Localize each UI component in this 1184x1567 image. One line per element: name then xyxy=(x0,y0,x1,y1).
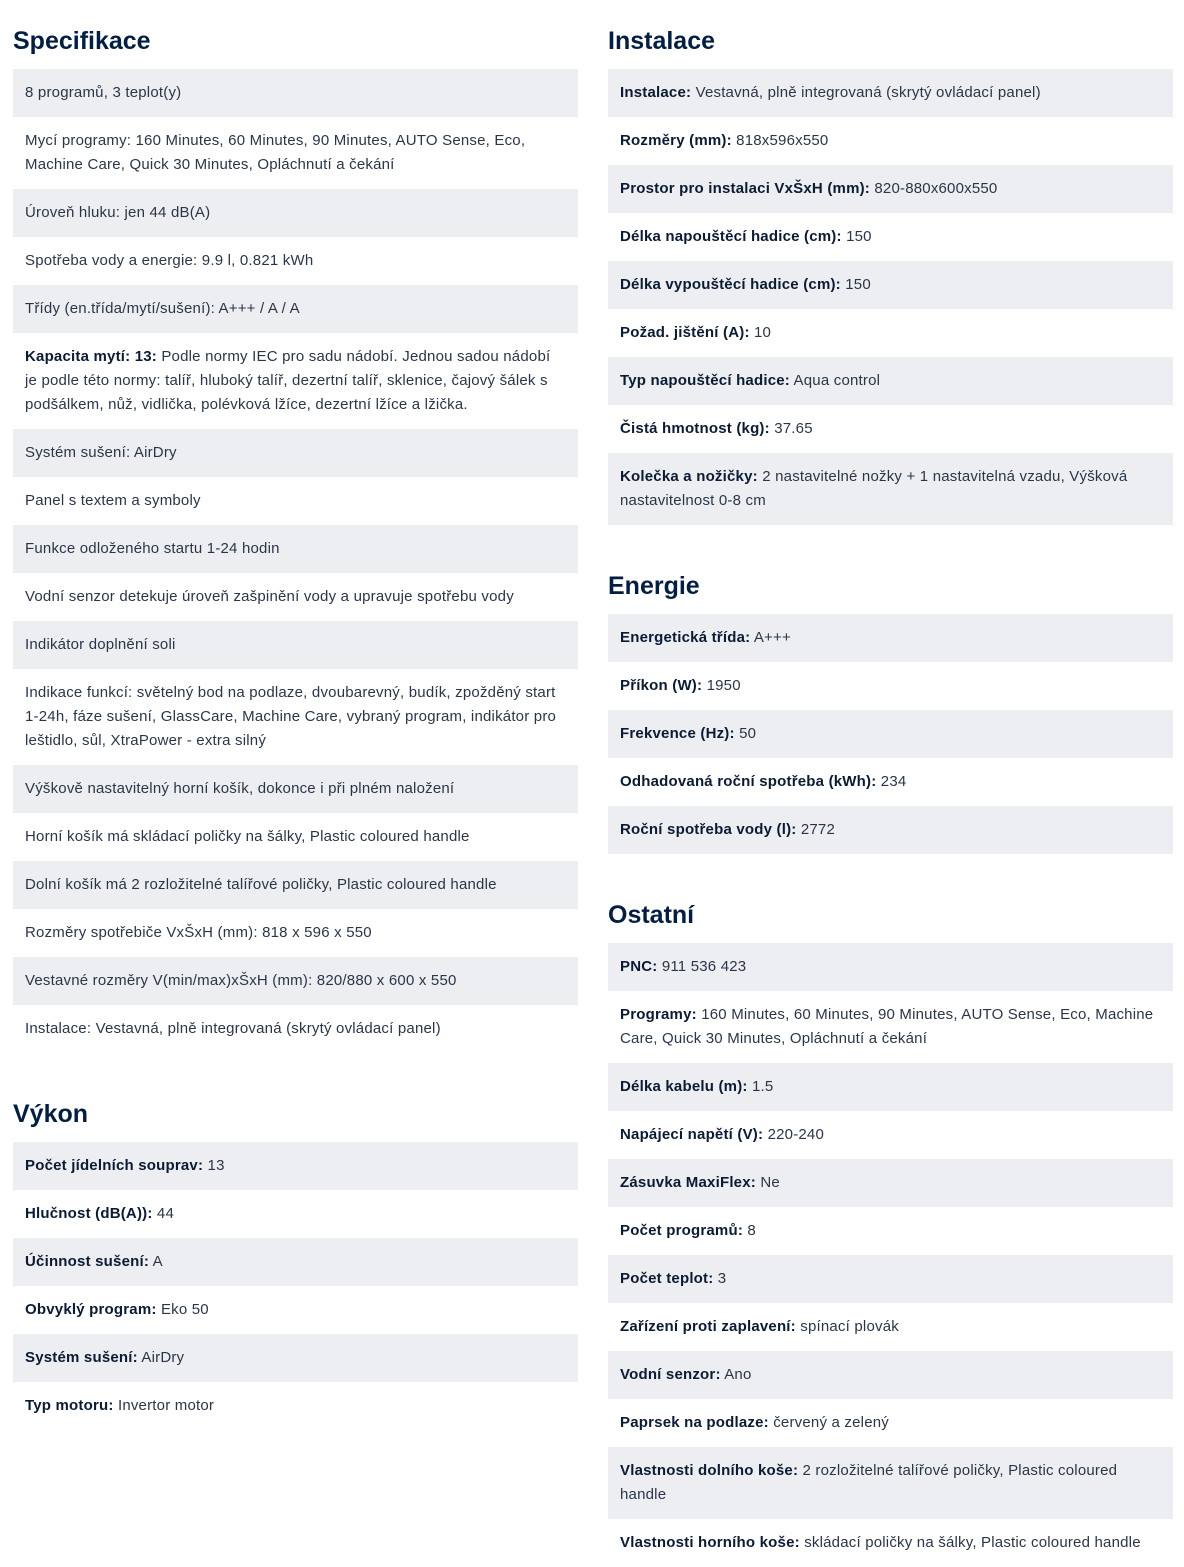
spec-label: Zásuvka MaxiFlex: xyxy=(620,1174,756,1191)
spec-value: Mycí programy: 160 Minutes, 60 Minutes, 90 Minutes, AUTO Sense, Eco, Machine Care, Quick 30 Minutes, Opláchnutí a čekání xyxy=(25,132,526,173)
spec-row xyxy=(608,943,1173,991)
spec-label: Kolečka a nožičky: xyxy=(620,468,758,485)
right-column xyxy=(608,0,1173,1567)
spec-row xyxy=(13,285,578,333)
spec-label: Počet teplot: xyxy=(620,1270,714,1287)
spec-row xyxy=(608,1351,1173,1399)
spec-value: 3 xyxy=(713,1270,727,1287)
spec-value: 2 rozložitelné talířové poličky, Plastic coloured handle xyxy=(620,1462,1118,1503)
section-vykon xyxy=(13,1073,578,1430)
spec-row xyxy=(608,614,1173,662)
spec-label: Počet programů: xyxy=(620,1222,744,1239)
spec-value: Rozměry spotřebiče VxŠxH (mm): 818 x 596 x 550 xyxy=(25,924,372,941)
spec-label: Délka napouštěcí hadice (cm): xyxy=(620,228,842,245)
spec-value: 820-880x600x550 xyxy=(870,180,998,197)
section-specifikace xyxy=(13,0,578,1053)
spec-value: 10 xyxy=(749,324,772,341)
spec-row xyxy=(13,813,578,861)
spec-value: 50 xyxy=(734,725,757,742)
spec-row xyxy=(608,758,1173,806)
spec-label: Délka kabelu (m): xyxy=(620,1078,748,1095)
spec-row xyxy=(608,710,1173,758)
spec-value: Indikátor doplnění soli xyxy=(25,636,176,653)
spec-list xyxy=(13,1142,578,1430)
spec-row xyxy=(13,765,578,813)
section-spacer xyxy=(13,1053,578,1073)
spec-row xyxy=(13,333,578,429)
spec-label: Rozměry (mm): xyxy=(620,132,732,149)
section-ostatni xyxy=(608,874,1173,1567)
spec-label: Vodní senzor: xyxy=(620,1366,721,1383)
spec-label: Příkon (W): xyxy=(620,677,703,694)
spec-label: Programy: xyxy=(620,1006,697,1023)
spec-value: Dolní košík má 2 rozložitelné talířové poličky, Plastic coloured handle xyxy=(25,876,497,893)
spec-value: 220-240 xyxy=(763,1126,825,1143)
spec-label: Účinnost sušení: xyxy=(25,1253,150,1270)
spec-row xyxy=(13,525,578,573)
spec-value: Panel s textem a symboly xyxy=(25,492,201,509)
section-title: Specifikace xyxy=(13,27,151,55)
spec-label: Odhadovaná roční spotřeba (kWh): xyxy=(620,773,877,790)
spec-value: 44 xyxy=(152,1205,174,1222)
section-title: Výkon xyxy=(13,1100,89,1128)
spec-row xyxy=(13,1190,578,1238)
section-spacer xyxy=(608,854,1173,874)
spec-row xyxy=(608,1207,1173,1255)
section-spacer xyxy=(608,525,1173,545)
spec-value: 1.5 xyxy=(747,1078,774,1095)
spec-label: Paprsek na podlaze: xyxy=(620,1414,769,1431)
spec-label: Počet jídelních souprav: xyxy=(25,1157,204,1174)
spec-value: skládací poličky na šálky, Plastic coloured handle xyxy=(799,1534,1141,1551)
spec-label: Hlučnost (dB(A)): xyxy=(25,1205,153,1222)
spec-label: Systém sušení: xyxy=(25,1349,138,1366)
spec-value: Funkce odloženého startu 1-24 hodin xyxy=(25,540,280,557)
spec-row xyxy=(608,117,1173,165)
spec-row xyxy=(13,621,578,669)
spec-label: Roční spotřeba vody (l): xyxy=(620,821,797,838)
spec-row xyxy=(13,1142,578,1190)
spec-label: Napájecí napětí (V): xyxy=(620,1126,764,1143)
spec-value: Indikace funkcí: světelný bod na podlaze, dvoubarevný, budík, zpožděný start 1-24h, fáze sušení, GlassCare, Machine Care, vybraný program, indikátor pro leštidlo, sůl, XtraPower - extra silný xyxy=(25,684,557,749)
spec-value: spínací plovák xyxy=(795,1318,899,1335)
spec-row xyxy=(608,1303,1173,1351)
spec-value: Úroveň hluku: jen 44 dB(A) xyxy=(25,204,211,221)
spec-label: Prostor pro instalaci VxŠxH (mm): xyxy=(620,180,870,197)
spec-list xyxy=(13,69,578,1053)
spec-row xyxy=(13,1334,578,1382)
spec-label: Délka vypouštěcí hadice (cm): xyxy=(620,276,841,293)
spec-row xyxy=(13,189,578,237)
spec-value: Systém sušení: AirDry xyxy=(25,444,177,461)
spec-value: 234 xyxy=(876,773,907,790)
spec-list xyxy=(608,614,1173,854)
spec-list xyxy=(608,69,1173,525)
spec-row xyxy=(608,991,1173,1063)
spec-row xyxy=(13,957,578,1005)
spec-label: PNC: xyxy=(620,958,658,975)
spec-value: 818x596x550 xyxy=(731,132,829,149)
left-column xyxy=(13,0,578,1430)
spec-value: 13 xyxy=(203,1157,225,1174)
spec-list xyxy=(608,943,1173,1567)
spec-row xyxy=(608,165,1173,213)
spec-row xyxy=(13,477,578,525)
spec-value: Ne xyxy=(755,1174,780,1191)
spec-row xyxy=(13,573,578,621)
spec-value: 8 programů, 3 teplot(y) xyxy=(25,84,182,101)
spec-row xyxy=(608,1519,1173,1567)
spec-label: Zařízení proti zaplavení: xyxy=(620,1318,796,1335)
spec-value: Ano xyxy=(720,1366,752,1383)
spec-value: 8 xyxy=(743,1222,756,1239)
spec-value: Vestavná, plně integrovaná (skrytý ovládací panel) xyxy=(691,84,1041,101)
spec-row xyxy=(13,1382,578,1430)
spec-row xyxy=(608,1255,1173,1303)
spec-value: Invertor motor xyxy=(113,1397,215,1414)
spec-row xyxy=(13,1005,578,1053)
spec-label: Vlastnosti horního koše: xyxy=(620,1534,800,1551)
section-title: Instalace xyxy=(608,27,716,55)
spec-row xyxy=(608,1063,1173,1111)
spec-row xyxy=(608,213,1173,261)
spec-label: Vlastnosti dolního koše: xyxy=(620,1462,799,1479)
spec-row xyxy=(608,1399,1173,1447)
spec-row xyxy=(13,909,578,957)
spec-value: červený a zelený xyxy=(768,1414,889,1431)
spec-value: Spotřeba vody a energie: 9.9 l, 0.821 kWh xyxy=(25,252,314,269)
spec-row xyxy=(608,405,1173,453)
spec-value: 160 Minutes, 60 Minutes, 90 Minutes, AUTO Sense, Eco, Machine Care, Quick 30 Minutes, Opláchnutí a čekání xyxy=(620,1006,1154,1047)
spec-value: A+++ xyxy=(750,629,791,646)
spec-row xyxy=(13,669,578,765)
spec-value: Instalace: Vestavná, plně integrovaná (skrytý ovládací panel) xyxy=(25,1020,441,1037)
spec-value: Výškově nastavitelný horní košík, dokonce i při plném naložení xyxy=(25,780,455,797)
spec-row xyxy=(13,1238,578,1286)
spec-value: Vodní senzor detekuje úroveň zašpinění vody a upravuje spotřebu vody xyxy=(25,588,514,605)
section-title: Energie xyxy=(608,572,700,600)
section-energie xyxy=(608,545,1173,854)
spec-value: Aqua control xyxy=(790,372,881,389)
spec-value: Třídy (en.třída/mytí/sušení): A+++ / A / A xyxy=(25,300,300,317)
section-instalace xyxy=(608,0,1173,525)
spec-label: Typ motoru: xyxy=(25,1397,114,1414)
spec-row xyxy=(608,453,1173,525)
spec-value: Horní košík má skládací poličky na šálky, Plastic coloured handle xyxy=(25,828,470,845)
section-title: Ostatní xyxy=(608,901,695,929)
spec-row xyxy=(13,429,578,477)
spec-value: 150 xyxy=(840,276,871,293)
spec-value: 2772 xyxy=(796,821,836,838)
spec-row xyxy=(608,357,1173,405)
spec-row xyxy=(13,1286,578,1334)
spec-value: AirDry xyxy=(137,1349,185,1366)
spec-row xyxy=(608,69,1173,117)
spec-value: Vestavné rozměry V(min/max)xŠxH (mm): 820/880 x 600 x 550 xyxy=(25,972,457,989)
spec-value: 1950 xyxy=(702,677,741,694)
spec-value: A xyxy=(149,1253,163,1270)
spec-row xyxy=(608,1111,1173,1159)
spec-row xyxy=(608,1159,1173,1207)
spec-row xyxy=(608,662,1173,710)
spec-label: Kapacita mytí: 13: xyxy=(25,348,157,365)
spec-row xyxy=(13,117,578,189)
spec-row xyxy=(608,309,1173,357)
spec-value: Eko 50 xyxy=(156,1301,209,1318)
spec-row xyxy=(608,1447,1173,1519)
spec-row xyxy=(608,261,1173,309)
spec-value: 37.65 xyxy=(769,420,813,437)
spec-label: Energetická třída: xyxy=(620,629,751,646)
spec-row xyxy=(13,237,578,285)
spec-row xyxy=(13,861,578,909)
spec-row xyxy=(13,69,578,117)
spec-value: Podle normy IEC pro sadu nádobí. Jednou sadou nádobí je podle této normy: talíř, hluboký talíř, dezertní talíř, sklenice, čajový šálek s podšálkem, nůž, vidlička, polévková lžíce, dezertní lžíce a lžička. xyxy=(25,348,551,413)
spec-value: 150 xyxy=(841,228,872,245)
spec-label: Obvyklý program: xyxy=(25,1301,157,1318)
spec-label: Frekvence (Hz): xyxy=(620,725,735,742)
spec-label: Čistá hmotnost (kg): xyxy=(620,420,770,437)
spec-label: Typ napouštěcí hadice: xyxy=(620,372,790,389)
spec-value: 2 nastavitelné nožky + 1 nastavitelná vzadu, Výšková nastavitelnost 0-8 cm xyxy=(620,468,1128,509)
spec-label: Instalace: xyxy=(620,84,692,101)
spec-row xyxy=(608,806,1173,854)
spec-label: Požad. jištění (A): xyxy=(620,324,750,341)
spec-value: 911 536 423 xyxy=(657,958,747,975)
